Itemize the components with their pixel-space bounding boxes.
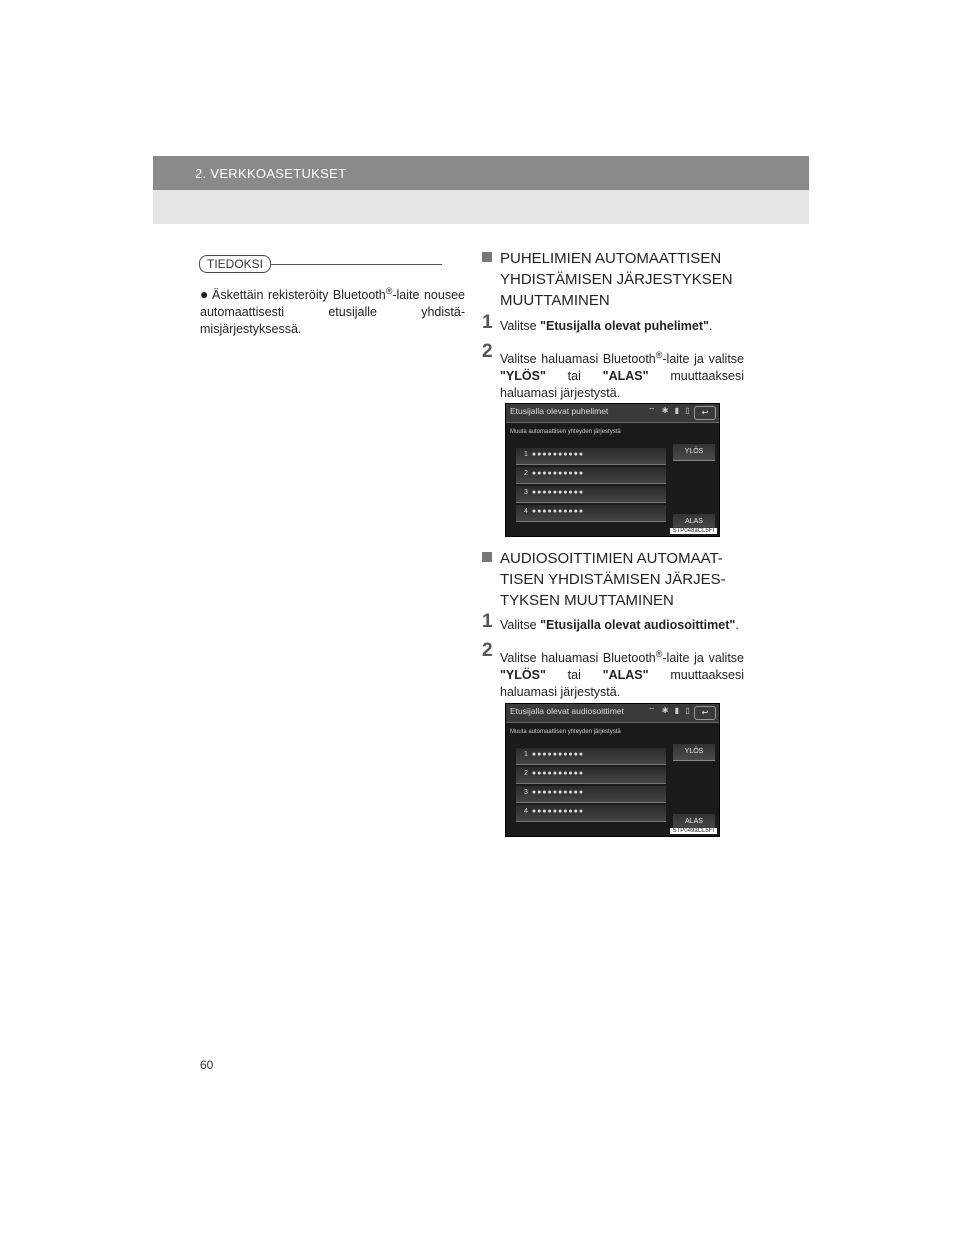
up-button[interactable]: YLÖS (673, 744, 715, 761)
down-button[interactable]: ALAS (673, 814, 715, 831)
list-item[interactable]: 3 ●●●●●●●●●● (516, 786, 666, 803)
square-bullet-icon (482, 552, 492, 562)
note-divider (270, 264, 442, 265)
status-icons: ⌔ ✱ ▮ ▯ (648, 706, 692, 715)
note-badge: TIEDOKSI (199, 255, 271, 273)
back-icon[interactable]: ↩ (694, 706, 716, 720)
step-1-phones: 1 Valitse "Etusijalla olevat puhelimet". (482, 312, 713, 333)
bullet-icon: ● (200, 286, 209, 303)
step-1-audio: 1 Valitse "Etusijalla olevat audiosoittimet". (482, 611, 739, 632)
page-number: 60 (200, 1058, 214, 1072)
step-2-phones: 2 Valitse haluamasi Bluetooth®-laite ja valitse "YLÖS" tai "ALAS" muuttaaksesi haluamasi järjestystä. (482, 341, 744, 401)
step-2-audio: 2 Valitse haluamasi Bluetooth®-laite ja valitse "YLÖS" tai "ALAS" muuttaaksesi haluamasi järjestystä. (482, 640, 744, 700)
list-item[interactable]: 1 ●●●●●●●●●● (516, 448, 666, 465)
list-item[interactable]: 1 ●●●●●●●●●● (516, 748, 666, 765)
note-text: ● Äskettäin rekisteröity Bluetooth®-laite nousee automaattisesti etusijalle yhdistä-misjärjestyksessä. (200, 286, 465, 337)
list-item[interactable]: 2 ●●●●●●●●●● (516, 467, 666, 484)
section-heading-audio: AUDIOSOITTIMIEN AUTOMAAT-TISEN YHDISTÄMISEN JÄRJES-TYKSEN MUUTTAMINEN (482, 548, 752, 611)
screenshot-audio: Etusijalla olevat audiosoittimet ⌔ ✱ ▮ ▯ ↩ Muuta automaattisen yhteyden järjestystä 1 ●●●●●●●●●● 2 ●●●●●●●●●● 3 ●●●●●●●●●● 4 ●●●●●●●●●● YLÖS ALAS STP049aCL5FI (505, 703, 720, 837)
figure-code: STP049aCL5FI (670, 828, 717, 834)
list-item[interactable]: 3 ●●●●●●●●●● (516, 486, 666, 503)
down-button[interactable]: ALAS (673, 514, 715, 531)
list-item[interactable]: 4 ●●●●●●●●●● (516, 505, 666, 522)
screen-header: Etusijalla olevat puhelimet ⌔ ✱ ▮ ▯ ↩ (506, 404, 719, 423)
screenshot-phones: Etusijalla olevat puhelimet ⌔ ✱ ▮ ▯ ↩ Muuta automaattisen yhteyden järjestystä 1 ●●●●●●●●●● 2 ●●●●●●●●●● 3 ●●●●●●●●●● 4 ●●●●●●●●●● YLÖS ALAS STP048aCL5FI (505, 403, 720, 537)
screen-header: Etusijalla olevat audiosoittimet ⌔ ✱ ▮ ▯ ↩ (506, 704, 719, 723)
back-icon[interactable]: ↩ (694, 406, 716, 420)
section-heading-phones: PUHELIMIEN AUTOMAATTISEN YHDISTÄMISEN JÄRJESTYKSEN MUUTTAMINEN (482, 248, 752, 311)
list-item[interactable]: 2 ●●●●●●●●●● (516, 767, 666, 784)
header-band (153, 156, 809, 190)
section-title: 2. VERKKOASETUKSET (195, 166, 347, 181)
square-bullet-icon (482, 252, 492, 262)
figure-code: STP048aCL5FI (670, 528, 717, 534)
status-icons: ⌔ ✱ ▮ ▯ (648, 406, 692, 415)
up-button[interactable]: YLÖS (673, 444, 715, 461)
header-sub-band (153, 190, 809, 224)
list-item[interactable]: 4 ●●●●●●●●●● (516, 805, 666, 822)
